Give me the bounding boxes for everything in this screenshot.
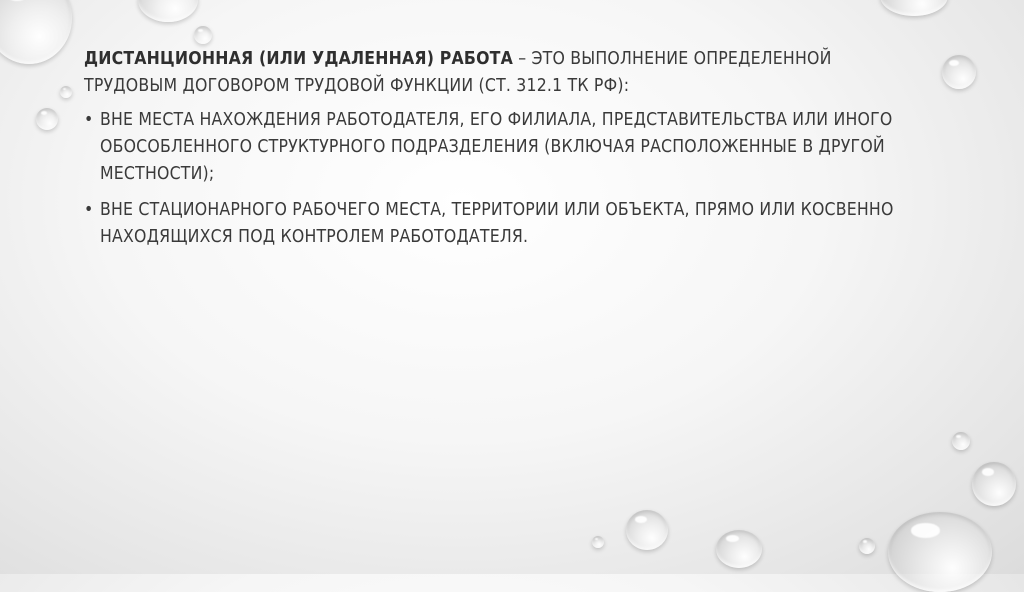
list-item bbox=[84, 197, 924, 251]
water-drop-decoration bbox=[36, 108, 58, 130]
definition-term: ДИСТАНЦИОННАЯ (ИЛИ УДАЛЕННАЯ) РАБОТА bbox=[84, 49, 514, 69]
water-drop-decoration bbox=[0, 0, 72, 64]
water-drop-decoration bbox=[888, 512, 992, 592]
water-drop-decoration bbox=[194, 26, 212, 44]
water-drop-decoration bbox=[880, 0, 948, 16]
bullet-icon: • bbox=[84, 200, 94, 220]
water-drop-decoration bbox=[592, 536, 604, 548]
definition-text: – ЭТО ВЫПОЛНЕНИЕ ОПРЕДЕЛЕННОЙ ТРУДОВЫМ ДОГОВОРОМ ТРУДОВОЙ ФУНКЦИИ (СТ. 312.1 ТК РФ): bbox=[84, 49, 832, 96]
list-item-text: ВНЕ МЕСТА НАХОЖДЕНИЯ РАБОТОДАТЕЛЯ, ЕГО ФИЛИАЛА, ПРЕДСТАВИТЕЛЬСТВА ИЛИ ИНОГО ОБОСОБЛЕННОГО СТРУКТУРНОГО ПОДРАЗДЕЛЕНИЯ (ВКЛЮЧАЯ РАСПОЛОЖЕННЫЕ В ДРУГОЙ МЕСТНОСТИ); bbox=[100, 110, 893, 184]
water-drop-decoration bbox=[716, 530, 762, 568]
water-drop-decoration bbox=[972, 462, 1016, 506]
list-item bbox=[84, 107, 924, 188]
slide-content bbox=[84, 46, 924, 260]
water-drop-decoration bbox=[942, 55, 976, 89]
list-item-text: ВНЕ СТАЦИОНАРНОГО РАБОЧЕГО МЕСТА, ТЕРРИТОРИИ ИЛИ ОБЪЕКТА, ПРЯМО ИЛИ КОСВЕННО НАХОДЯЩИХСЯ ПОД КОНТРОЛЕМ РАБОТОДАТЕЛЯ. bbox=[100, 200, 894, 247]
water-drop-decoration bbox=[859, 538, 875, 554]
water-drop-decoration bbox=[138, 0, 198, 22]
definition-paragraph bbox=[84, 46, 924, 100]
conditions-list bbox=[84, 107, 924, 251]
water-drop-decoration bbox=[952, 432, 970, 450]
water-drop-decoration bbox=[60, 86, 72, 98]
bullet-icon: • bbox=[84, 110, 94, 130]
water-drop-decoration bbox=[626, 510, 668, 550]
